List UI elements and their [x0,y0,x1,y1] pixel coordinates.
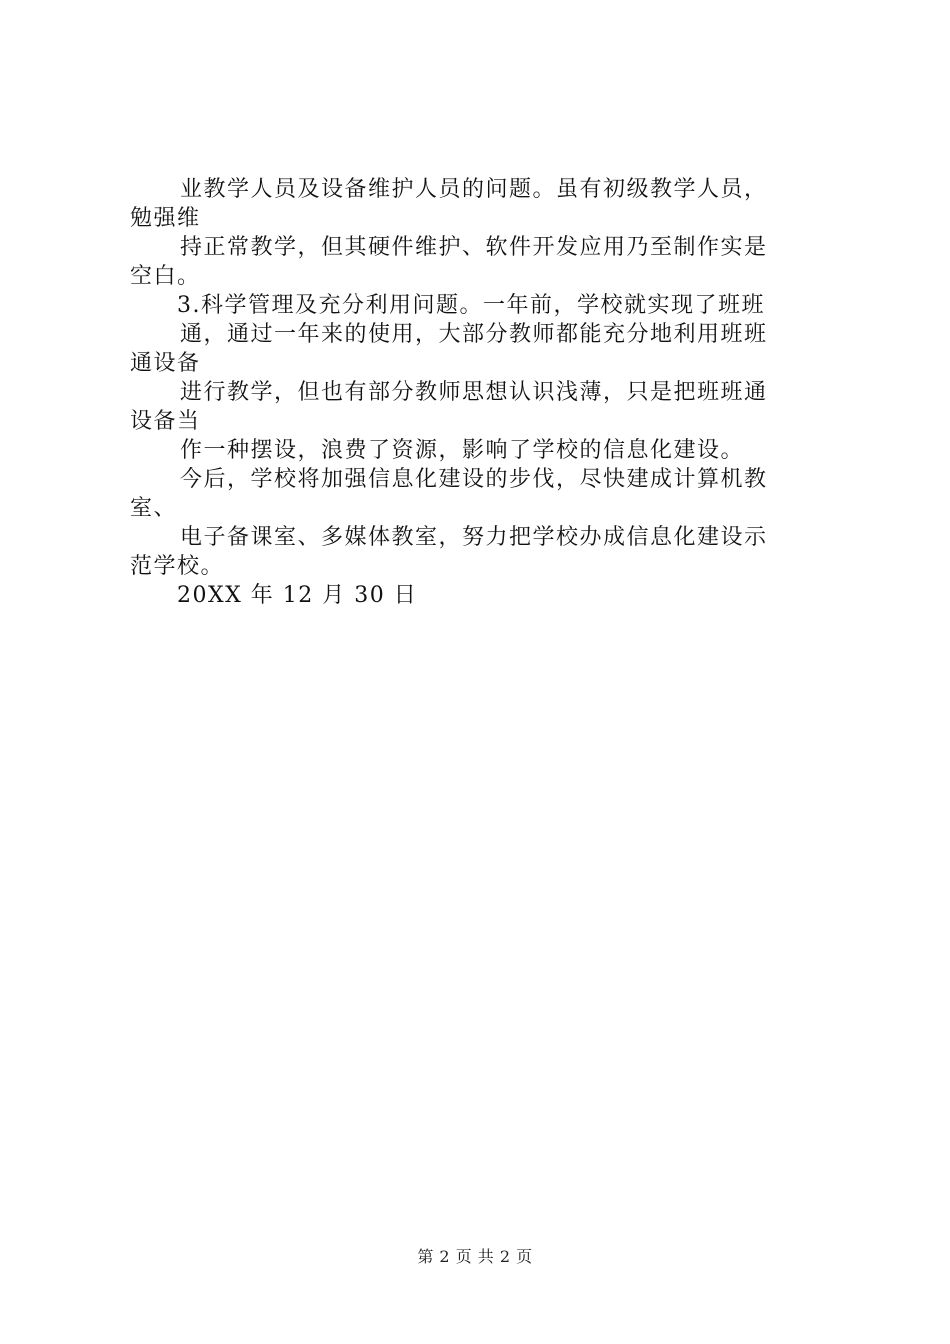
text-line: 电子备课室、多媒体教室，努力把学校办成信息化建设示 [180,525,768,550]
text-line: 范学校。 [130,554,225,579]
page-number-footer: 第 2 页 共 2 页 [417,1247,533,1266]
text-line: 通，通过一年来的使用，大部分教师都能充分地利用班班 [180,322,768,347]
text-line: 室、 [130,496,178,521]
text-line: 空白。 [130,264,201,289]
text-line: 今后，学校将加强信息化建设的步伐，尽快建成计算机教 [180,467,768,492]
text-line: 3.科学管理及充分利用问题。一年前，学校就实现了班班 [177,293,765,318]
date-line: 20XX 年 12 月 30 日 [177,583,418,608]
text-line: 通设备 [130,351,201,376]
text-line: 设备当 [130,409,201,434]
text-line: 勉强维 [130,206,201,231]
text-line: 持正常教学，但其硬件维护、软件开发应用乃至制作实是 [180,235,768,260]
document-body [130,175,830,610]
text-line: 业教学人员及设备维护人员的问题。虽有初级教学人员， [180,177,768,202]
text-line: 作一种摆设，浪费了资源，影响了学校的信息化建设。 [180,438,745,463]
text-line: 进行教学，但也有部分教师思想认识浅薄，只是把班班通 [180,380,768,405]
